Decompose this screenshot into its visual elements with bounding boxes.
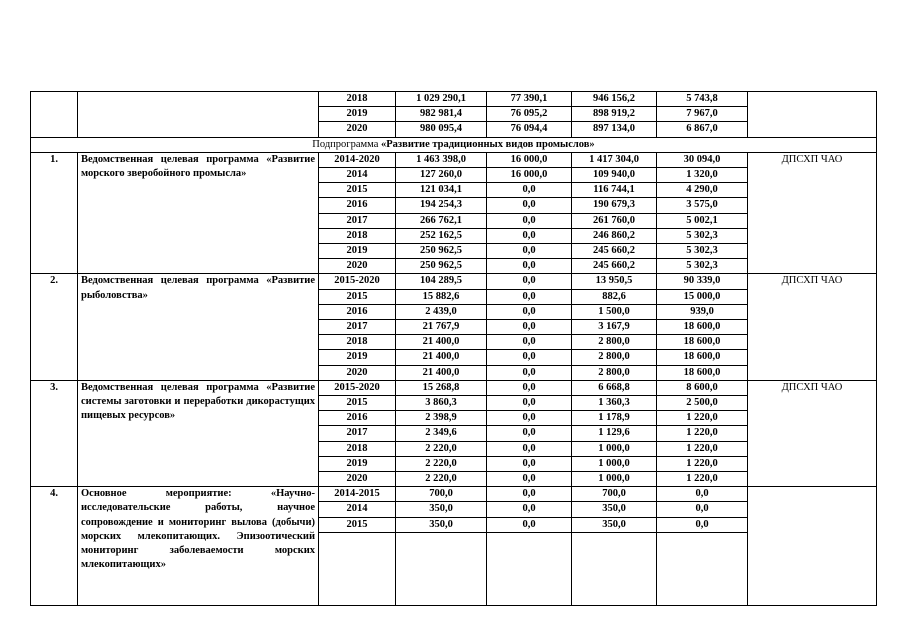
regional-cell: 13 950,5 xyxy=(572,274,657,289)
regional-cell: 2 800,0 xyxy=(572,335,657,350)
total-cell: 15 268,8 xyxy=(396,380,487,395)
year-cell: 2018 xyxy=(319,92,396,107)
total-cell: 2 398,9 xyxy=(396,411,487,426)
other-cell: 5 002,1 xyxy=(657,213,748,228)
regional-cell: 897 134,0 xyxy=(572,122,657,137)
total-cell: 2 349,6 xyxy=(396,426,487,441)
other-cell: 30 094,0 xyxy=(657,152,748,167)
year-cell: 2015-2020 xyxy=(319,274,396,289)
other-cell: 90 339,0 xyxy=(657,274,748,289)
empty-cell xyxy=(572,532,657,605)
table-row xyxy=(31,380,877,395)
total-cell: 350,0 xyxy=(396,517,487,532)
federal-cell: 0,0 xyxy=(487,289,572,304)
year-cell: 2016 xyxy=(319,304,396,319)
other-cell: 18 600,0 xyxy=(657,320,748,335)
federal-cell: 0,0 xyxy=(487,304,572,319)
other-cell: 1 220,0 xyxy=(657,472,748,487)
federal-cell: 0,0 xyxy=(487,411,572,426)
federal-cell: 0,0 xyxy=(487,228,572,243)
federal-cell: 0,0 xyxy=(487,320,572,335)
other-cell: 18 600,0 xyxy=(657,365,748,380)
program-name: Ведомственная целевая программа «Развитие морского зверобойного промысла» xyxy=(78,152,319,274)
program-executor: ДПСХП ЧАО xyxy=(748,380,877,486)
table-row xyxy=(31,274,877,289)
federal-cell: 0,0 xyxy=(487,259,572,274)
total-cell: 21 767,9 xyxy=(396,320,487,335)
other-cell: 5 743,8 xyxy=(657,92,748,107)
regional-cell: 1 500,0 xyxy=(572,304,657,319)
year-cell: 2015 xyxy=(319,396,396,411)
regional-cell: 882,6 xyxy=(572,289,657,304)
federal-cell: 0,0 xyxy=(487,441,572,456)
regional-cell: 1 000,0 xyxy=(572,456,657,471)
program-number: 4. xyxy=(31,487,78,606)
federal-cell: 0,0 xyxy=(487,396,572,411)
year-cell: 2014 xyxy=(319,168,396,183)
empty-cell xyxy=(319,532,396,605)
table-row xyxy=(31,92,877,107)
total-cell: 127 260,0 xyxy=(396,168,487,183)
year-cell: 2014 xyxy=(319,502,396,517)
regional-cell: 261 760,0 xyxy=(572,213,657,228)
year-cell: 2019 xyxy=(319,244,396,259)
regional-cell: 190 679,3 xyxy=(572,198,657,213)
program-number: 3. xyxy=(31,380,78,486)
year-cell: 2018 xyxy=(319,335,396,350)
regional-cell: 3 167,9 xyxy=(572,320,657,335)
program-executor xyxy=(748,487,877,606)
year-cell: 2020 xyxy=(319,472,396,487)
subprogram-row xyxy=(31,137,877,152)
year-cell: 2016 xyxy=(319,198,396,213)
total-cell: 250 962,5 xyxy=(396,244,487,259)
regional-cell: 350,0 xyxy=(572,502,657,517)
total-cell: 1 029 290,1 xyxy=(396,92,487,107)
name-cell xyxy=(78,92,319,138)
regional-cell: 1 417 304,0 xyxy=(572,152,657,167)
year-cell: 2016 xyxy=(319,411,396,426)
regional-cell: 1 000,0 xyxy=(572,441,657,456)
regional-cell: 246 860,2 xyxy=(572,228,657,243)
regional-cell: 2 800,0 xyxy=(572,365,657,380)
executor-cell xyxy=(748,92,877,138)
other-cell: 7 967,0 xyxy=(657,107,748,122)
year-cell: 2019 xyxy=(319,107,396,122)
program-number: 1. xyxy=(31,152,78,274)
regional-cell: 350,0 xyxy=(572,517,657,532)
federal-cell: 0,0 xyxy=(487,502,572,517)
federal-cell: 0,0 xyxy=(487,350,572,365)
other-cell: 5 302,3 xyxy=(657,259,748,274)
program-executor: ДПСХП ЧАО xyxy=(748,274,877,380)
program-number: 2. xyxy=(31,274,78,380)
year-cell: 2014-2015 xyxy=(319,487,396,502)
regional-cell: 700,0 xyxy=(572,487,657,502)
total-cell: 2 220,0 xyxy=(396,472,487,487)
other-cell: 4 290,0 xyxy=(657,183,748,198)
other-cell: 18 600,0 xyxy=(657,335,748,350)
federal-cell: 76 094,4 xyxy=(487,122,572,137)
other-cell: 1 220,0 xyxy=(657,441,748,456)
other-cell: 1 220,0 xyxy=(657,456,748,471)
year-cell: 2017 xyxy=(319,213,396,228)
subprogram-prefix: Подпрограмма xyxy=(312,138,382,150)
empty-cell xyxy=(657,532,748,605)
other-cell: 1 220,0 xyxy=(657,411,748,426)
table-row xyxy=(31,487,877,502)
budget-table xyxy=(30,91,877,606)
federal-cell: 0,0 xyxy=(487,183,572,198)
other-cell: 0,0 xyxy=(657,517,748,532)
total-cell: 21 400,0 xyxy=(396,350,487,365)
total-cell: 2 220,0 xyxy=(396,441,487,456)
federal-cell: 0,0 xyxy=(487,213,572,228)
total-cell: 1 463 398,0 xyxy=(396,152,487,167)
total-cell: 350,0 xyxy=(396,502,487,517)
regional-cell: 245 660,2 xyxy=(572,244,657,259)
federal-cell: 0,0 xyxy=(487,456,572,471)
year-cell: 2017 xyxy=(319,426,396,441)
year-cell: 2019 xyxy=(319,350,396,365)
other-cell: 1 220,0 xyxy=(657,426,748,441)
regional-cell: 946 156,2 xyxy=(572,92,657,107)
regional-cell: 6 668,8 xyxy=(572,380,657,395)
federal-cell: 16 000,0 xyxy=(487,168,572,183)
total-cell: 982 981,4 xyxy=(396,107,487,122)
year-cell: 2018 xyxy=(319,228,396,243)
year-cell: 2014-2020 xyxy=(319,152,396,167)
other-cell: 0,0 xyxy=(657,487,748,502)
federal-cell: 0,0 xyxy=(487,365,572,380)
regional-cell: 116 744,1 xyxy=(572,183,657,198)
program-name: Ведомственная целевая программа «Развитие системы заготовки и переработки дикорастущих пищевых ресурсов» xyxy=(78,380,319,486)
table-body xyxy=(31,92,877,606)
regional-cell: 2 800,0 xyxy=(572,350,657,365)
other-cell: 0,0 xyxy=(657,502,748,517)
other-cell: 2 500,0 xyxy=(657,396,748,411)
other-cell: 5 302,3 xyxy=(657,228,748,243)
federal-cell: 0,0 xyxy=(487,487,572,502)
subprogram-heading xyxy=(31,137,877,152)
regional-cell: 898 919,2 xyxy=(572,107,657,122)
other-cell: 1 320,0 xyxy=(657,168,748,183)
total-cell: 266 762,1 xyxy=(396,213,487,228)
federal-cell: 76 095,2 xyxy=(487,107,572,122)
federal-cell: 0,0 xyxy=(487,198,572,213)
federal-cell: 0,0 xyxy=(487,274,572,289)
other-cell: 15 000,0 xyxy=(657,289,748,304)
subprogram-name: «Развитие традиционных видов промыслов» xyxy=(381,138,595,150)
total-cell: 104 289,5 xyxy=(396,274,487,289)
year-cell: 2019 xyxy=(319,456,396,471)
regional-cell: 109 940,0 xyxy=(572,168,657,183)
other-cell: 3 575,0 xyxy=(657,198,748,213)
regional-cell: 1 000,0 xyxy=(572,472,657,487)
regional-cell: 1 360,3 xyxy=(572,396,657,411)
federal-cell: 77 390,1 xyxy=(487,92,572,107)
total-cell: 250 962,5 xyxy=(396,259,487,274)
year-cell: 2015-2020 xyxy=(319,380,396,395)
program-name: Основное мероприятие: «Научно-исследовательские работы, научное сопровождение и мониторинг вылова (добычи) морских млекопитающих. Эпизоотический мониторинг заболеваемости морских млекопитающих» xyxy=(78,487,319,606)
year-cell: 2018 xyxy=(319,441,396,456)
year-cell: 2017 xyxy=(319,320,396,335)
federal-cell: 0,0 xyxy=(487,426,572,441)
federal-cell: 16 000,0 xyxy=(487,152,572,167)
empty-cell xyxy=(396,532,487,605)
total-cell: 2 220,0 xyxy=(396,456,487,471)
total-cell: 15 882,6 xyxy=(396,289,487,304)
total-cell: 980 095,4 xyxy=(396,122,487,137)
year-cell: 2020 xyxy=(319,259,396,274)
total-cell: 21 400,0 xyxy=(396,335,487,350)
number-cell xyxy=(31,92,78,138)
regional-cell: 245 660,2 xyxy=(572,259,657,274)
empty-cell xyxy=(487,532,572,605)
other-cell: 5 302,3 xyxy=(657,244,748,259)
federal-cell: 0,0 xyxy=(487,244,572,259)
regional-cell: 1 178,9 xyxy=(572,411,657,426)
year-cell: 2020 xyxy=(319,365,396,380)
total-cell: 3 860,3 xyxy=(396,396,487,411)
total-cell: 121 034,1 xyxy=(396,183,487,198)
federal-cell: 0,0 xyxy=(487,472,572,487)
program-name: Ведомственная целевая программа «Развитие рыболовства» xyxy=(78,274,319,380)
total-cell: 252 162,5 xyxy=(396,228,487,243)
year-cell: 2015 xyxy=(319,517,396,532)
program-executor: ДПСХП ЧАО xyxy=(748,152,877,274)
total-cell: 194 254,3 xyxy=(396,198,487,213)
other-cell: 18 600,0 xyxy=(657,350,748,365)
year-cell: 2015 xyxy=(319,183,396,198)
year-cell: 2015 xyxy=(319,289,396,304)
total-cell: 700,0 xyxy=(396,487,487,502)
year-cell: 2020 xyxy=(319,122,396,137)
other-cell: 939,0 xyxy=(657,304,748,319)
other-cell: 8 600,0 xyxy=(657,380,748,395)
table-row xyxy=(31,152,877,167)
total-cell: 21 400,0 xyxy=(396,365,487,380)
federal-cell: 0,0 xyxy=(487,335,572,350)
other-cell: 6 867,0 xyxy=(657,122,748,137)
federal-cell: 0,0 xyxy=(487,380,572,395)
federal-cell: 0,0 xyxy=(487,517,572,532)
regional-cell: 1 129,6 xyxy=(572,426,657,441)
total-cell: 2 439,0 xyxy=(396,304,487,319)
